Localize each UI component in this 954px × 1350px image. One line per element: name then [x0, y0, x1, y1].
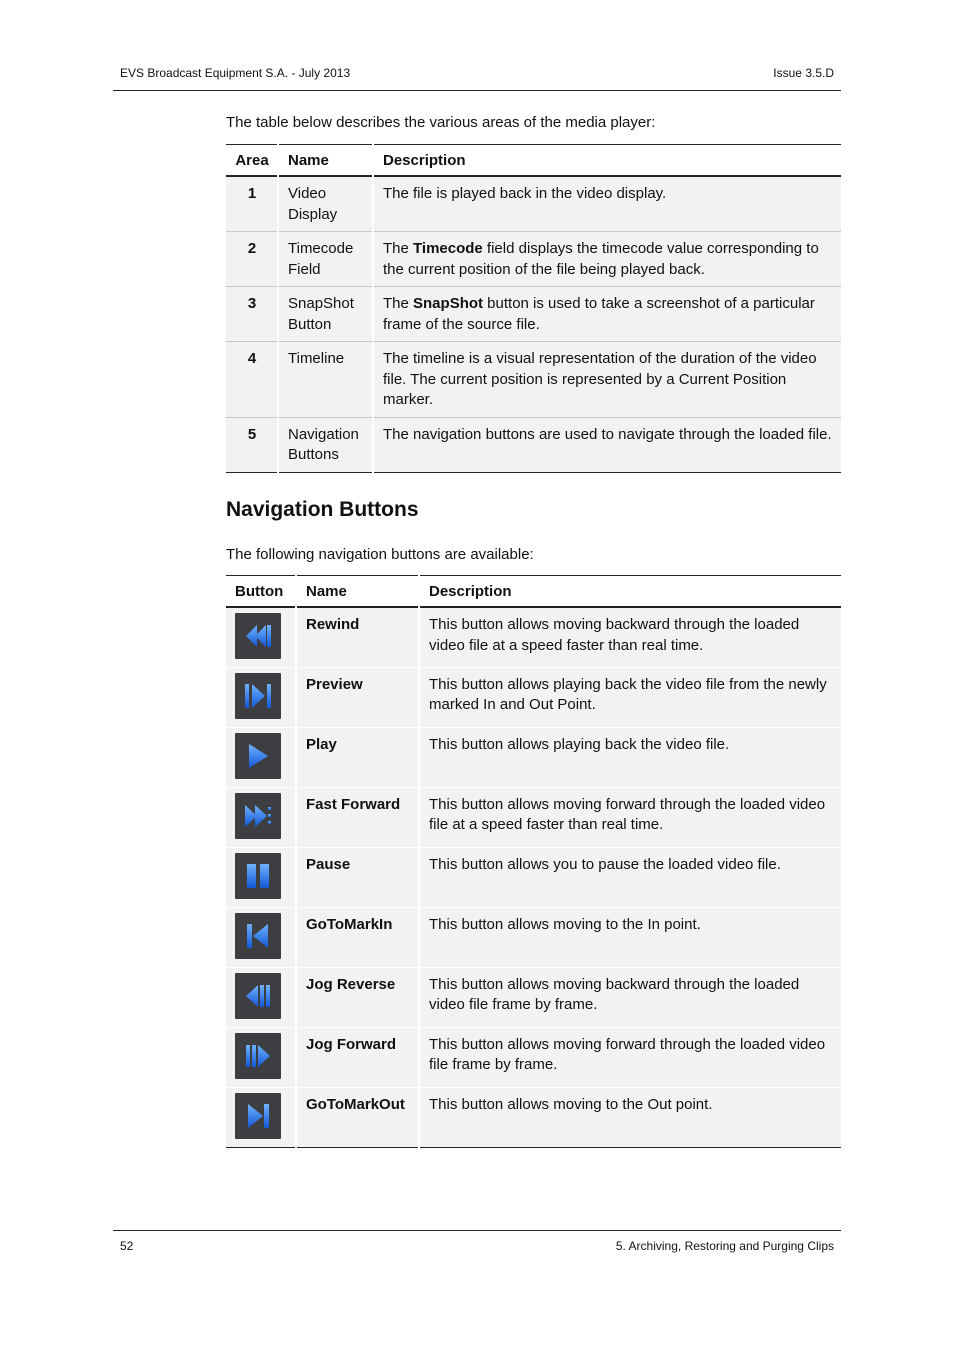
area-name: SnapShot Button: [278, 287, 373, 342]
area-number: 4: [247, 350, 257, 367]
table-row: [226, 907, 841, 967]
col-name: Name: [278, 145, 373, 177]
table-row: [226, 667, 841, 727]
button-description: This button allows moving forward through the loaded video file frame by frame.: [419, 1027, 841, 1087]
button-name: Rewind: [296, 607, 419, 667]
preview-icon: [235, 673, 281, 719]
header-publisher: EVS Broadcast Equipment S.A. - July 2013: [120, 66, 351, 80]
button-name: Preview: [296, 667, 419, 727]
areas-intro: The table below describes the various areas of the media player:: [226, 114, 656, 131]
button-description: This button allows playing back the video file.: [419, 727, 841, 787]
page-header: [113, 66, 841, 91]
area-name: Video Display: [278, 176, 373, 232]
page-footer: [113, 1230, 841, 1253]
table-row: [226, 787, 841, 847]
table-row: [226, 727, 841, 787]
col-button: Button: [235, 583, 284, 600]
button-description: This button allows moving to the In point.: [419, 907, 841, 967]
button-name: Pause: [296, 847, 419, 907]
nav-header-row: [226, 576, 841, 608]
area-name: Timecode Field: [278, 232, 373, 287]
chapter-title: 5. Archiving, Restoring and Purging Clips: [615, 1239, 834, 1253]
col-description: Description: [373, 145, 841, 177]
fast-forward-icon: [235, 793, 281, 839]
area-description: The SnapShot button is used to take a screenshot of a particular frame of the source file.: [373, 287, 841, 342]
jog-reverse-icon: [235, 973, 281, 1019]
page-number: 52: [120, 1239, 134, 1253]
button-name: Fast Forward: [296, 787, 419, 847]
header-issue: Issue 3.5.D: [773, 66, 834, 80]
area-number: 5: [247, 425, 257, 443]
button-name: Jog Forward: [296, 1027, 419, 1087]
button-name: GoToMarkIn: [296, 907, 419, 967]
button-description: This button allows playing back the video file from the newly marked In and Out Point.: [419, 667, 841, 727]
table-row: [226, 287, 841, 342]
button-description: This button allows you to pause the loaded video file.: [419, 847, 841, 907]
areas-header-row: [226, 145, 841, 177]
area-description: The file is played back in the video display.: [373, 176, 841, 232]
play-icon: [235, 733, 281, 779]
col-name: Name: [296, 576, 419, 608]
table-row: [226, 1087, 841, 1147]
table-row: [226, 342, 841, 418]
button-name: Play: [296, 727, 419, 787]
col-area: Area: [235, 152, 269, 169]
go-to-mark-in-icon: [235, 913, 281, 959]
area-name: Navigation Buttons: [278, 417, 373, 472]
table-row: [226, 232, 841, 287]
rewind-icon: [235, 613, 281, 659]
section-title: Navigation Buttons: [226, 498, 419, 521]
area-name: Timeline: [278, 342, 373, 418]
table-row: [226, 847, 841, 907]
pause-icon: [235, 853, 281, 899]
table-row: [226, 176, 841, 232]
table-row: [226, 1027, 841, 1087]
col-description: Description: [419, 576, 841, 608]
navigation-buttons-table: [226, 575, 841, 1148]
button-description: This button allows moving backward through the loaded video file frame by frame.: [419, 967, 841, 1027]
area-description: The timeline is a visual representation of the duration of the video file. The current position is represented by a Current Position marker.: [373, 342, 841, 418]
button-description: This button allows moving forward through the loaded video file at a speed faster than real time.: [419, 787, 841, 847]
area-description: The navigation buttons are used to navigate through the loaded file.: [373, 417, 841, 472]
page-content: [226, 113, 841, 1113]
table-row: [226, 417, 841, 472]
button-description: This button allows moving backward through the loaded video file at a speed faster than real time.: [419, 607, 841, 667]
table-row: [226, 967, 841, 1027]
area-number: 1: [247, 185, 257, 202]
button-name: GoToMarkOut: [296, 1087, 419, 1147]
go-to-mark-out-icon: [235, 1093, 281, 1139]
area-number: 3: [247, 295, 257, 312]
areas-table: [226, 144, 841, 473]
button-description: This button allows moving to the Out point.: [419, 1087, 841, 1147]
area-number: 2: [247, 240, 257, 257]
button-name: Jog Reverse: [296, 967, 419, 1027]
table-row: [226, 607, 841, 667]
jog-forward-icon: [235, 1033, 281, 1079]
area-description: The Timecode field displays the timecode value corresponding to the current position of the file being played back.: [373, 232, 841, 287]
nav-intro: The following navigation buttons are available:: [226, 546, 534, 563]
